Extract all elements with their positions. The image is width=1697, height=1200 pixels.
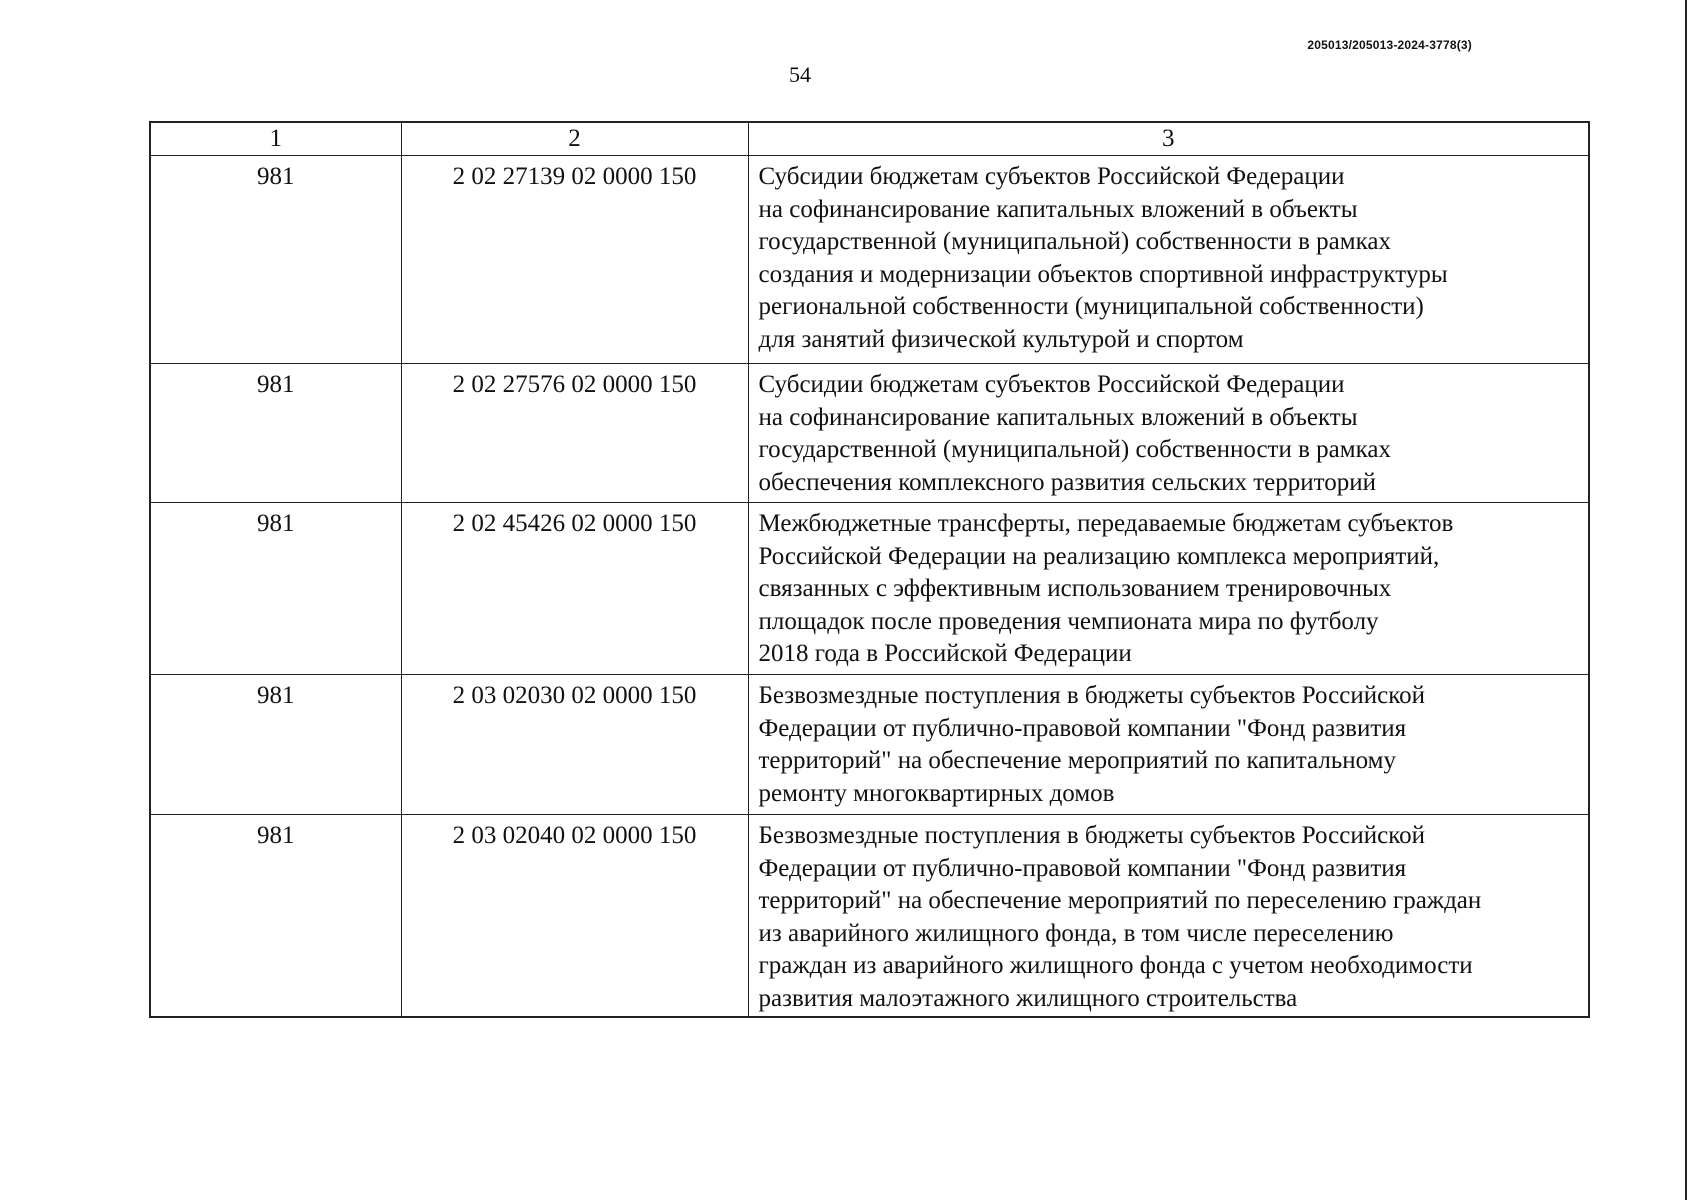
description-cell: Субсидии бюджетам субъектов Российской Федерации на софинансирование капитальных вложений в объекты государственной (муниципальной) собственности в рамках обеспечения комплексного развития сельских территорий [748,364,1589,503]
column-header-2: 2 [401,122,748,156]
description-cell: Безвозмездные поступления в бюджеты субъектов Российской Федерации от публично-правовой компании "Фонд развития территорий" на обеспечение мероприятий по переселению граждан из аварийного жилищного фонда, в том числе переселению граждан из аварийного жилищного фонда с учетом необходимости развития малоэтажного жилищного строительства [748,815,1589,1018]
column-header-3: 3 [748,122,1589,156]
table-row [150,675,1589,815]
table-row [150,503,1589,675]
budget-table-container [149,121,1588,1018]
admin-code-cell: 981 [150,815,401,1018]
income-code-cell: 2 03 02040 02 0000 150 [401,815,748,1018]
table-row [150,156,1589,364]
column-header-1: 1 [150,122,401,156]
budget-table [149,121,1590,1018]
page-edge-line [1685,0,1687,1200]
document-id: 205013/205013-2024-3778(3) [1307,38,1472,52]
table-row [150,364,1589,503]
admin-code-cell: 981 [150,156,401,364]
description-cell: Межбюджетные трансферты, передаваемые бюджетам субъектов Российской Федерации на реализацию комплекса мероприятий, связанных с эффективным использованием тренировочных площадок после проведения чемпионата мира по футболу 2018 года в Российской Федерации [748,503,1589,675]
table-header-row [150,122,1589,156]
description-cell: Субсидии бюджетам субъектов Российской Федерации на софинансирование капитальных вложений в объекты государственной (муниципальной) собственности в рамках создания и модернизации объектов спортивной инфраструктуры региональной собственности (муниципальной собственности) для занятий физической культурой и спортом [748,156,1589,364]
admin-code-cell: 981 [150,503,401,675]
income-code-cell: 2 02 45426 02 0000 150 [401,503,748,675]
admin-code-cell: 981 [150,675,401,815]
table-row [150,815,1589,1018]
admin-code-cell: 981 [150,364,401,503]
description-cell: Безвозмездные поступления в бюджеты субъектов Российской Федерации от публично-правовой компании "Фонд развития территорий" на обеспечение мероприятий по капитальному ремонту многоквартирных домов [748,675,1589,815]
income-code-cell: 2 03 02030 02 0000 150 [401,675,748,815]
income-code-cell: 2 02 27139 02 0000 150 [401,156,748,364]
page-number: 54 [789,62,811,87]
income-code-cell: 2 02 27576 02 0000 150 [401,364,748,503]
